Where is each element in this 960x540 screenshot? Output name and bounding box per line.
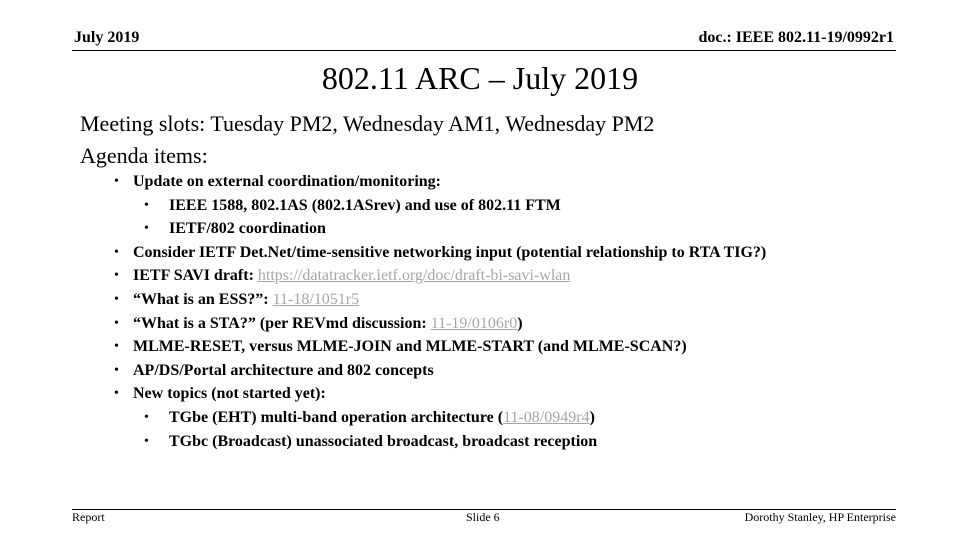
slide-title: 802.11 ARC – July 2019 <box>321 60 639 96</box>
agenda-item-text: AP/DS/Portal architecture and 802 concepts <box>133 361 434 379</box>
bullet-icon: • <box>144 433 149 449</box>
agenda-item <box>114 170 766 194</box>
header-date: July 2019 <box>74 29 140 46</box>
agenda-item-text: MLME-RESET, versus MLME-JOIN and MLME-START (and MLME-SCAN?) <box>133 338 687 356</box>
agenda-item <box>114 264 766 288</box>
footer-report-label: Report <box>72 510 105 524</box>
agenda-item-text: Update on external coordination/monitoring: <box>133 173 441 190</box>
agenda-subitem-text: TGbe (EHT) multi-band operation architecture ( <box>169 408 504 426</box>
savi-draft-link[interactable]: https://datatracker.ietf.org/doc/draft-bi-savi-wlan <box>257 267 571 285</box>
agenda-label: Agenda items: <box>80 143 208 168</box>
agenda-item-text: “What is an ESS?”: <box>133 290 273 308</box>
header-doc-id: doc.: IEEE 802.11-19/0992r1 <box>698 29 894 46</box>
footer-author: Dorothy Stanley, HP Enterprise <box>744 510 896 524</box>
agenda-item-text: “What is a STA?” (per REVmd discussion: <box>133 314 431 332</box>
agenda-subitem <box>114 217 766 241</box>
intro-block <box>80 108 654 172</box>
tgbe-doc-link[interactable]: 11-08/0949r4 <box>503 408 590 426</box>
agenda-item-text: New topics (not started yet): <box>133 385 326 403</box>
footer-slide-number: Slide 6 <box>466 510 500 524</box>
bullet-icon: • <box>144 409 149 425</box>
bullet-icon: • <box>144 221 149 237</box>
agenda-subitem-suffix: ) <box>589 408 595 426</box>
agenda-subitem <box>114 430 766 454</box>
bullet-icon: • <box>114 268 119 284</box>
agenda-list <box>114 170 766 453</box>
sta-doc-link[interactable]: 11-19/0106r0 <box>430 314 518 332</box>
agenda-item <box>114 335 766 359</box>
bullet-icon: • <box>114 244 119 260</box>
agenda-subitem <box>114 406 766 430</box>
agenda-item <box>114 359 766 383</box>
bullet-icon: • <box>114 339 119 355</box>
ess-doc-link[interactable]: 11-18/1051r5 <box>272 290 360 308</box>
agenda-subitem-text: TGbc (Broadcast) unassociated broadcast, broadcast reception <box>169 432 598 450</box>
agenda-item <box>114 241 766 265</box>
agenda-item <box>114 312 766 336</box>
agenda-item-text: IETF SAVI draft: <box>133 267 258 285</box>
bullet-icon: • <box>114 362 119 378</box>
agenda-item-text: Consider IETF Det.Net/time-sensitive networking input (potential relationship to RTA TIG?) <box>133 243 767 261</box>
bullet-icon: • <box>144 197 149 213</box>
header-divider <box>72 50 896 51</box>
bullet-icon: • <box>114 174 119 189</box>
bullet-icon: • <box>114 291 119 307</box>
bullet-icon: • <box>114 315 119 331</box>
meeting-slots-text: Meeting slots: Tuesday PM2, Wednesday AM1, Wednesday PM2 <box>80 111 655 136</box>
agenda-item <box>114 288 766 312</box>
agenda-item-suffix: ) <box>517 314 523 332</box>
agenda-item <box>114 382 766 406</box>
agenda-subitem <box>114 194 766 218</box>
bullet-icon: • <box>114 386 119 402</box>
agenda-subitem-text: IEEE 1588, 802.1AS (802.1ASrev) and use of 802.11 FTM <box>169 196 561 214</box>
agenda-subitem-text: IETF/802 coordination <box>169 220 326 238</box>
